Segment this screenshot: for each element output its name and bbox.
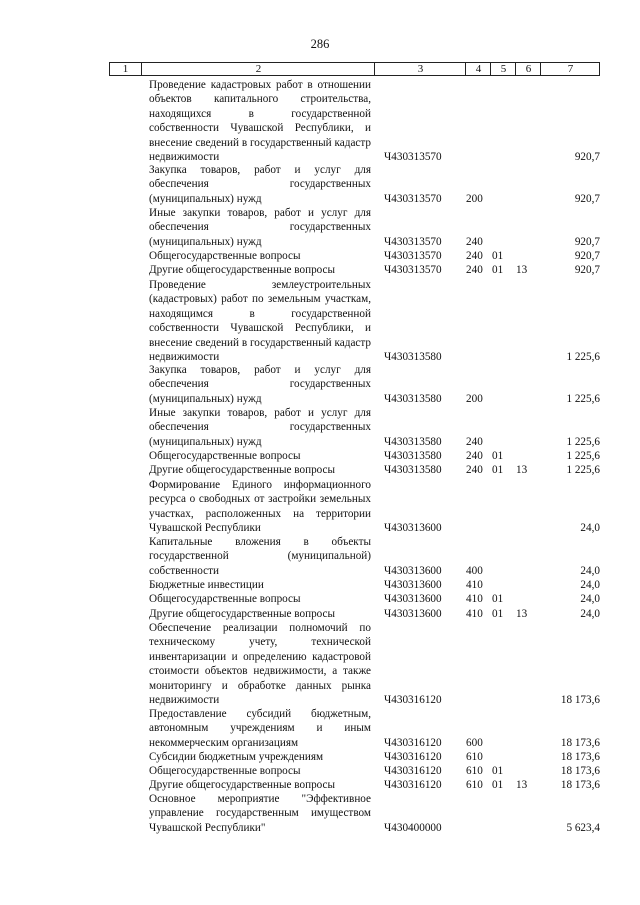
cell-vr: 240 — [466, 235, 483, 248]
cell-rz: 01 — [492, 249, 504, 262]
cell-vr: 610 — [466, 778, 483, 791]
cell-name: Общегосударственные вопросы — [149, 593, 301, 605]
cell-code: Ч430313600 — [384, 521, 442, 534]
cell-name: Закупка товаров, работ и услуг для обеспечения государственных (муниципальных) нужд — [149, 364, 371, 405]
cell-code: Ч430313570 — [384, 192, 442, 205]
cell-rz: 01 — [492, 607, 504, 620]
cell-sum: 1 225,6 — [566, 350, 600, 363]
cell-name: Предоставление субсидий бюджетным, автономным учреждениям и иным некоммерческим организациям — [149, 708, 371, 749]
cell-vr: 400 — [466, 564, 483, 577]
cell-code: Ч430313600 — [384, 607, 442, 620]
table-row — [0, 750, 640, 764]
cell-code: Ч430313570 — [384, 150, 442, 163]
cell-code: Ч430313570 — [384, 249, 442, 262]
cell-code: Ч430313580 — [384, 449, 442, 462]
cell-name: Другие общегосударственные вопросы — [149, 464, 336, 476]
cell-sum: 24,0 — [580, 607, 600, 620]
header-col-2: 2 — [141, 63, 375, 75]
cell-name: Общегосударственные вопросы — [149, 765, 301, 777]
table-row — [0, 363, 640, 406]
cell-code: Ч430313580 — [384, 435, 442, 448]
cell-code: Ч430313580 — [384, 350, 442, 363]
cell-vr: 240 — [466, 249, 483, 262]
cell-name: Формирование Единого информационного ресурса о свободных от застройки земельных участках, расположенных на территории Чувашской Республики — [149, 479, 371, 535]
table-row — [0, 478, 640, 535]
cell-code: Ч430313570 — [384, 235, 442, 248]
cell-code: Ч430400000 — [384, 821, 442, 834]
cell-vr: 240 — [466, 435, 483, 448]
table-row — [0, 278, 640, 364]
cell-sum: 920,7 — [574, 150, 600, 163]
cell-name: Обеспечение реализации полномочий по техническому учету, технической инвентаризации и определению кадастровой стоимости объектов недвижимости, а также мониторингу и обработке данных рынка недвижимости — [149, 622, 371, 707]
cell-vr: 610 — [466, 764, 483, 777]
table-row — [0, 764, 640, 778]
table-row — [0, 707, 640, 750]
cell-name: Бюджетные инвестиции — [149, 579, 264, 591]
cell-sum: 24,0 — [580, 564, 600, 577]
cell-rz: 01 — [492, 449, 504, 462]
cell-vr: 410 — [466, 578, 483, 591]
cell-rz: 01 — [492, 592, 504, 605]
cell-rz: 01 — [492, 263, 504, 276]
cell-code: Ч430316120 — [384, 764, 442, 777]
cell-name: Другие общегосударственные вопросы — [149, 779, 336, 791]
cell-vr: 610 — [466, 750, 483, 763]
cell-vr: 240 — [466, 449, 483, 462]
cell-code: Ч430316120 — [384, 750, 442, 763]
table-row — [0, 607, 640, 621]
cell-code: Ч430313600 — [384, 564, 442, 577]
cell-sum: 920,7 — [574, 249, 600, 262]
cell-name: Закупка товаров, работ и услуг для обеспечения государственных (муниципальных) нужд — [149, 164, 371, 205]
cell-sum: 1 225,6 — [566, 392, 600, 405]
cell-sum: 920,7 — [574, 192, 600, 205]
header-col-6: 6 — [515, 63, 541, 75]
table-row — [0, 792, 640, 835]
cell-code: Ч430316120 — [384, 778, 442, 791]
table-row — [0, 163, 640, 206]
table-row — [0, 249, 640, 263]
cell-code: Ч430316120 — [384, 693, 442, 706]
cell-sum: 920,7 — [574, 263, 600, 276]
cell-pr: 13 — [516, 463, 528, 476]
cell-sum: 5 623,4 — [566, 821, 600, 834]
cell-rz: 01 — [492, 764, 504, 777]
cell-code: Ч430313580 — [384, 463, 442, 476]
cell-code: Ч430316120 — [384, 736, 442, 749]
cell-name: Другие общегосударственные вопросы — [149, 264, 336, 276]
cell-sum: 1 225,6 — [566, 435, 600, 448]
cell-name: Иные закупки товаров, работ и услуг для обеспечения государственных (муниципальных) нужд — [149, 407, 371, 448]
table-row — [0, 621, 640, 707]
header-col-7: 7 — [540, 63, 600, 75]
cell-pr: 13 — [516, 607, 528, 620]
cell-vr: 410 — [466, 607, 483, 620]
cell-sum: 1 225,6 — [566, 463, 600, 476]
cell-sum: 18 173,6 — [560, 693, 600, 706]
cell-vr: 600 — [466, 736, 483, 749]
cell-sum: 24,0 — [580, 578, 600, 591]
table-header — [109, 62, 600, 76]
cell-name: Общегосударственные вопросы — [149, 250, 301, 262]
cell-pr: 13 — [516, 263, 528, 276]
cell-sum: 920,7 — [574, 235, 600, 248]
cell-sum: 24,0 — [580, 592, 600, 605]
cell-name: Другие общегосударственные вопросы — [149, 608, 336, 620]
cell-sum: 1 225,6 — [566, 449, 600, 462]
table-row — [0, 449, 640, 463]
table-row — [0, 206, 640, 249]
cell-rz: 01 — [492, 463, 504, 476]
table-row — [0, 778, 640, 792]
cell-name: Проведение землеустроительных (кадастровых) работ по земельным участкам, находящимся в государственной собственности Чувашской Республики, и внесение сведений в государственный кадастр недвижимости — [149, 279, 371, 364]
cell-code: Ч430313580 — [384, 392, 442, 405]
cell-sum: 24,0 — [580, 521, 600, 534]
cell-vr: 240 — [466, 263, 483, 276]
cell-pr: 13 — [516, 778, 528, 791]
header-col-1: 1 — [122, 63, 129, 75]
cell-name: Иные закупки товаров, работ и услуг для обеспечения государственных (муниципальных) нужд — [149, 207, 371, 248]
cell-sum: 18 173,6 — [560, 750, 600, 763]
cell-code: Ч430313570 — [384, 263, 442, 276]
header-col-3: 3 — [374, 63, 466, 75]
table-row — [0, 406, 640, 449]
table-row — [0, 578, 640, 592]
cell-vr: 410 — [466, 592, 483, 605]
cell-sum: 18 173,6 — [560, 764, 600, 777]
cell-name: Проведение кадастровых работ в отношении объектов капитального строительства, находящихся в государственной собственности Чувашской Республики, и внесение сведений в государственный кадастр недвижимости — [149, 79, 371, 164]
cell-vr: 240 — [466, 463, 483, 476]
cell-name: Субсидии бюджетным учреждениям — [149, 751, 324, 763]
cell-name: Капитальные вложения в объекты государственной (муниципальной) собственности — [149, 536, 371, 577]
table-row — [0, 78, 640, 164]
cell-sum: 18 173,6 — [560, 736, 600, 749]
cell-name: Основное мероприятие "Эффективное управление государственным имуществом Чувашской Республики" — [149, 793, 371, 834]
cell-vr: 200 — [466, 392, 483, 405]
table-row — [0, 263, 640, 277]
cell-name: Общегосударственные вопросы — [149, 450, 301, 462]
header-col-5: 5 — [490, 63, 516, 75]
cell-code: Ч430313600 — [384, 578, 442, 591]
header-col-4: 4 — [465, 63, 491, 75]
cell-rz: 01 — [492, 778, 504, 791]
table-row — [0, 463, 640, 477]
cell-code: Ч430313600 — [384, 592, 442, 605]
page-number: 286 — [310, 37, 330, 51]
cell-vr: 200 — [466, 192, 483, 205]
cell-sum: 18 173,6 — [560, 778, 600, 791]
table-row — [0, 535, 640, 578]
table-row — [0, 592, 640, 606]
